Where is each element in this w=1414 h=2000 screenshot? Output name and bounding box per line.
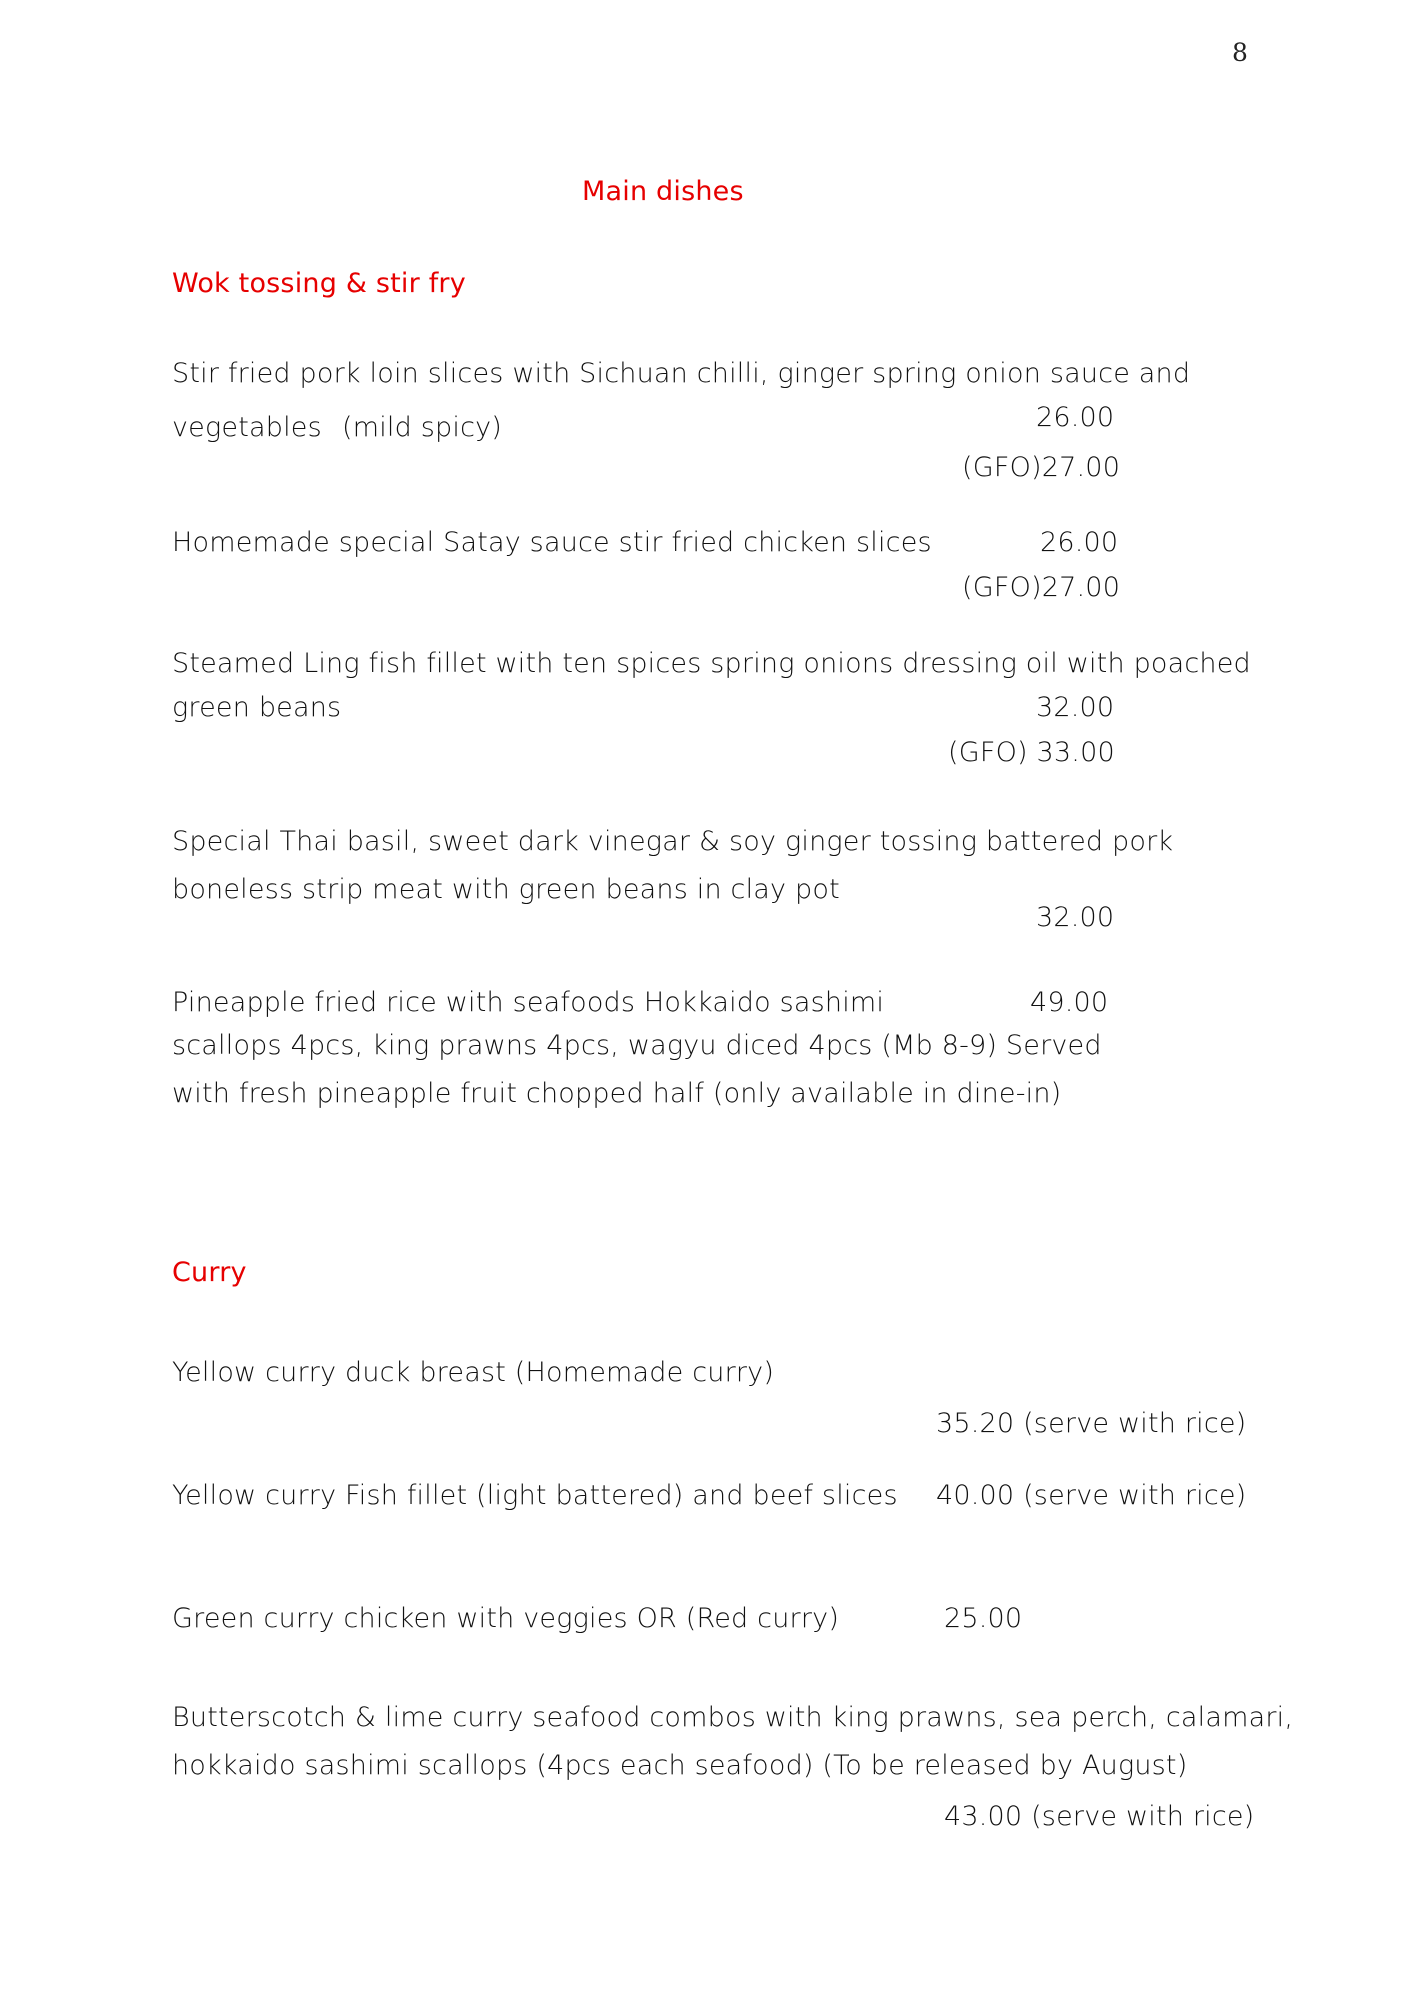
section-heading-curry: Curry — [172, 1257, 247, 1288]
item-desc-line: Pineapple fried rice with seafoods Hokkaido sashimi — [172, 987, 885, 1018]
item-desc-line: vegetables — [172, 412, 322, 443]
item-desc-line: Special Thai basil, sweet dark vinegar & soy ginger tossing battered pork — [172, 826, 1174, 857]
item-desc-line: scallops 4pcs, king prawns 4pcs, wagyu diced 4pcs (Mb 8-9) Served — [172, 1030, 1102, 1061]
item-price: 32.00 — [1036, 692, 1115, 723]
item-desc-line: boneless strip meat with green beans in clay pot — [172, 874, 840, 905]
item-desc-line: Stir fried pork loin slices with Sichuan chilli, ginger spring onion sauce and — [172, 358, 1191, 389]
item-price: 25.00 — [944, 1603, 1023, 1634]
item-desc-line: Yellow curry Fish fillet (light battered) and beef slices — [172, 1480, 898, 1511]
item-desc-line: Butterscotch & lime curry seafood combos with king prawns, sea perch, calamari, — [172, 1702, 1294, 1733]
item-price: 26.00 — [1036, 402, 1115, 433]
item-desc-line: hokkaido sashimi scallops (4pcs each seafood) (To be released by August) — [172, 1750, 1188, 1781]
item-price: 40.00 (serve with rice) — [936, 1480, 1247, 1511]
item-desc-line: Homemade special Satay sauce stir fried chicken slices — [172, 527, 932, 558]
item-desc-line: Green curry chicken with veggies OR (Red curry) — [172, 1603, 840, 1634]
page-number: 8 — [1232, 38, 1249, 67]
item-desc-line: Steamed Ling fish fillet with ten spices spring onions dressing oil with poached — [172, 648, 1251, 679]
item-price: 26.00 — [1040, 527, 1119, 558]
page-title: Main dishes — [582, 176, 744, 207]
item-desc-line: with fresh pineapple fruit chopped half (only available in dine-in) — [172, 1078, 1062, 1109]
item-price: 35.20 (serve with rice) — [936, 1408, 1247, 1439]
item-price: 43.00 (serve with rice) — [944, 1801, 1255, 1832]
item-spice-note: (mild spicy) — [342, 412, 503, 443]
item-price: 32.00 — [1036, 902, 1115, 933]
section-heading-wok: Wok tossing & stir fry — [172, 268, 466, 299]
item-price: 49.00 — [1030, 987, 1109, 1018]
item-desc-line: Yellow curry duck breast (Homemade curry) — [172, 1357, 775, 1388]
item-gfo-price: (GFO) 33.00 — [948, 737, 1115, 768]
item-desc-line: green beans — [172, 692, 342, 723]
item-gfo-price: (GFO)27.00 — [962, 452, 1121, 483]
item-gfo-price: (GFO)27.00 — [962, 572, 1121, 603]
